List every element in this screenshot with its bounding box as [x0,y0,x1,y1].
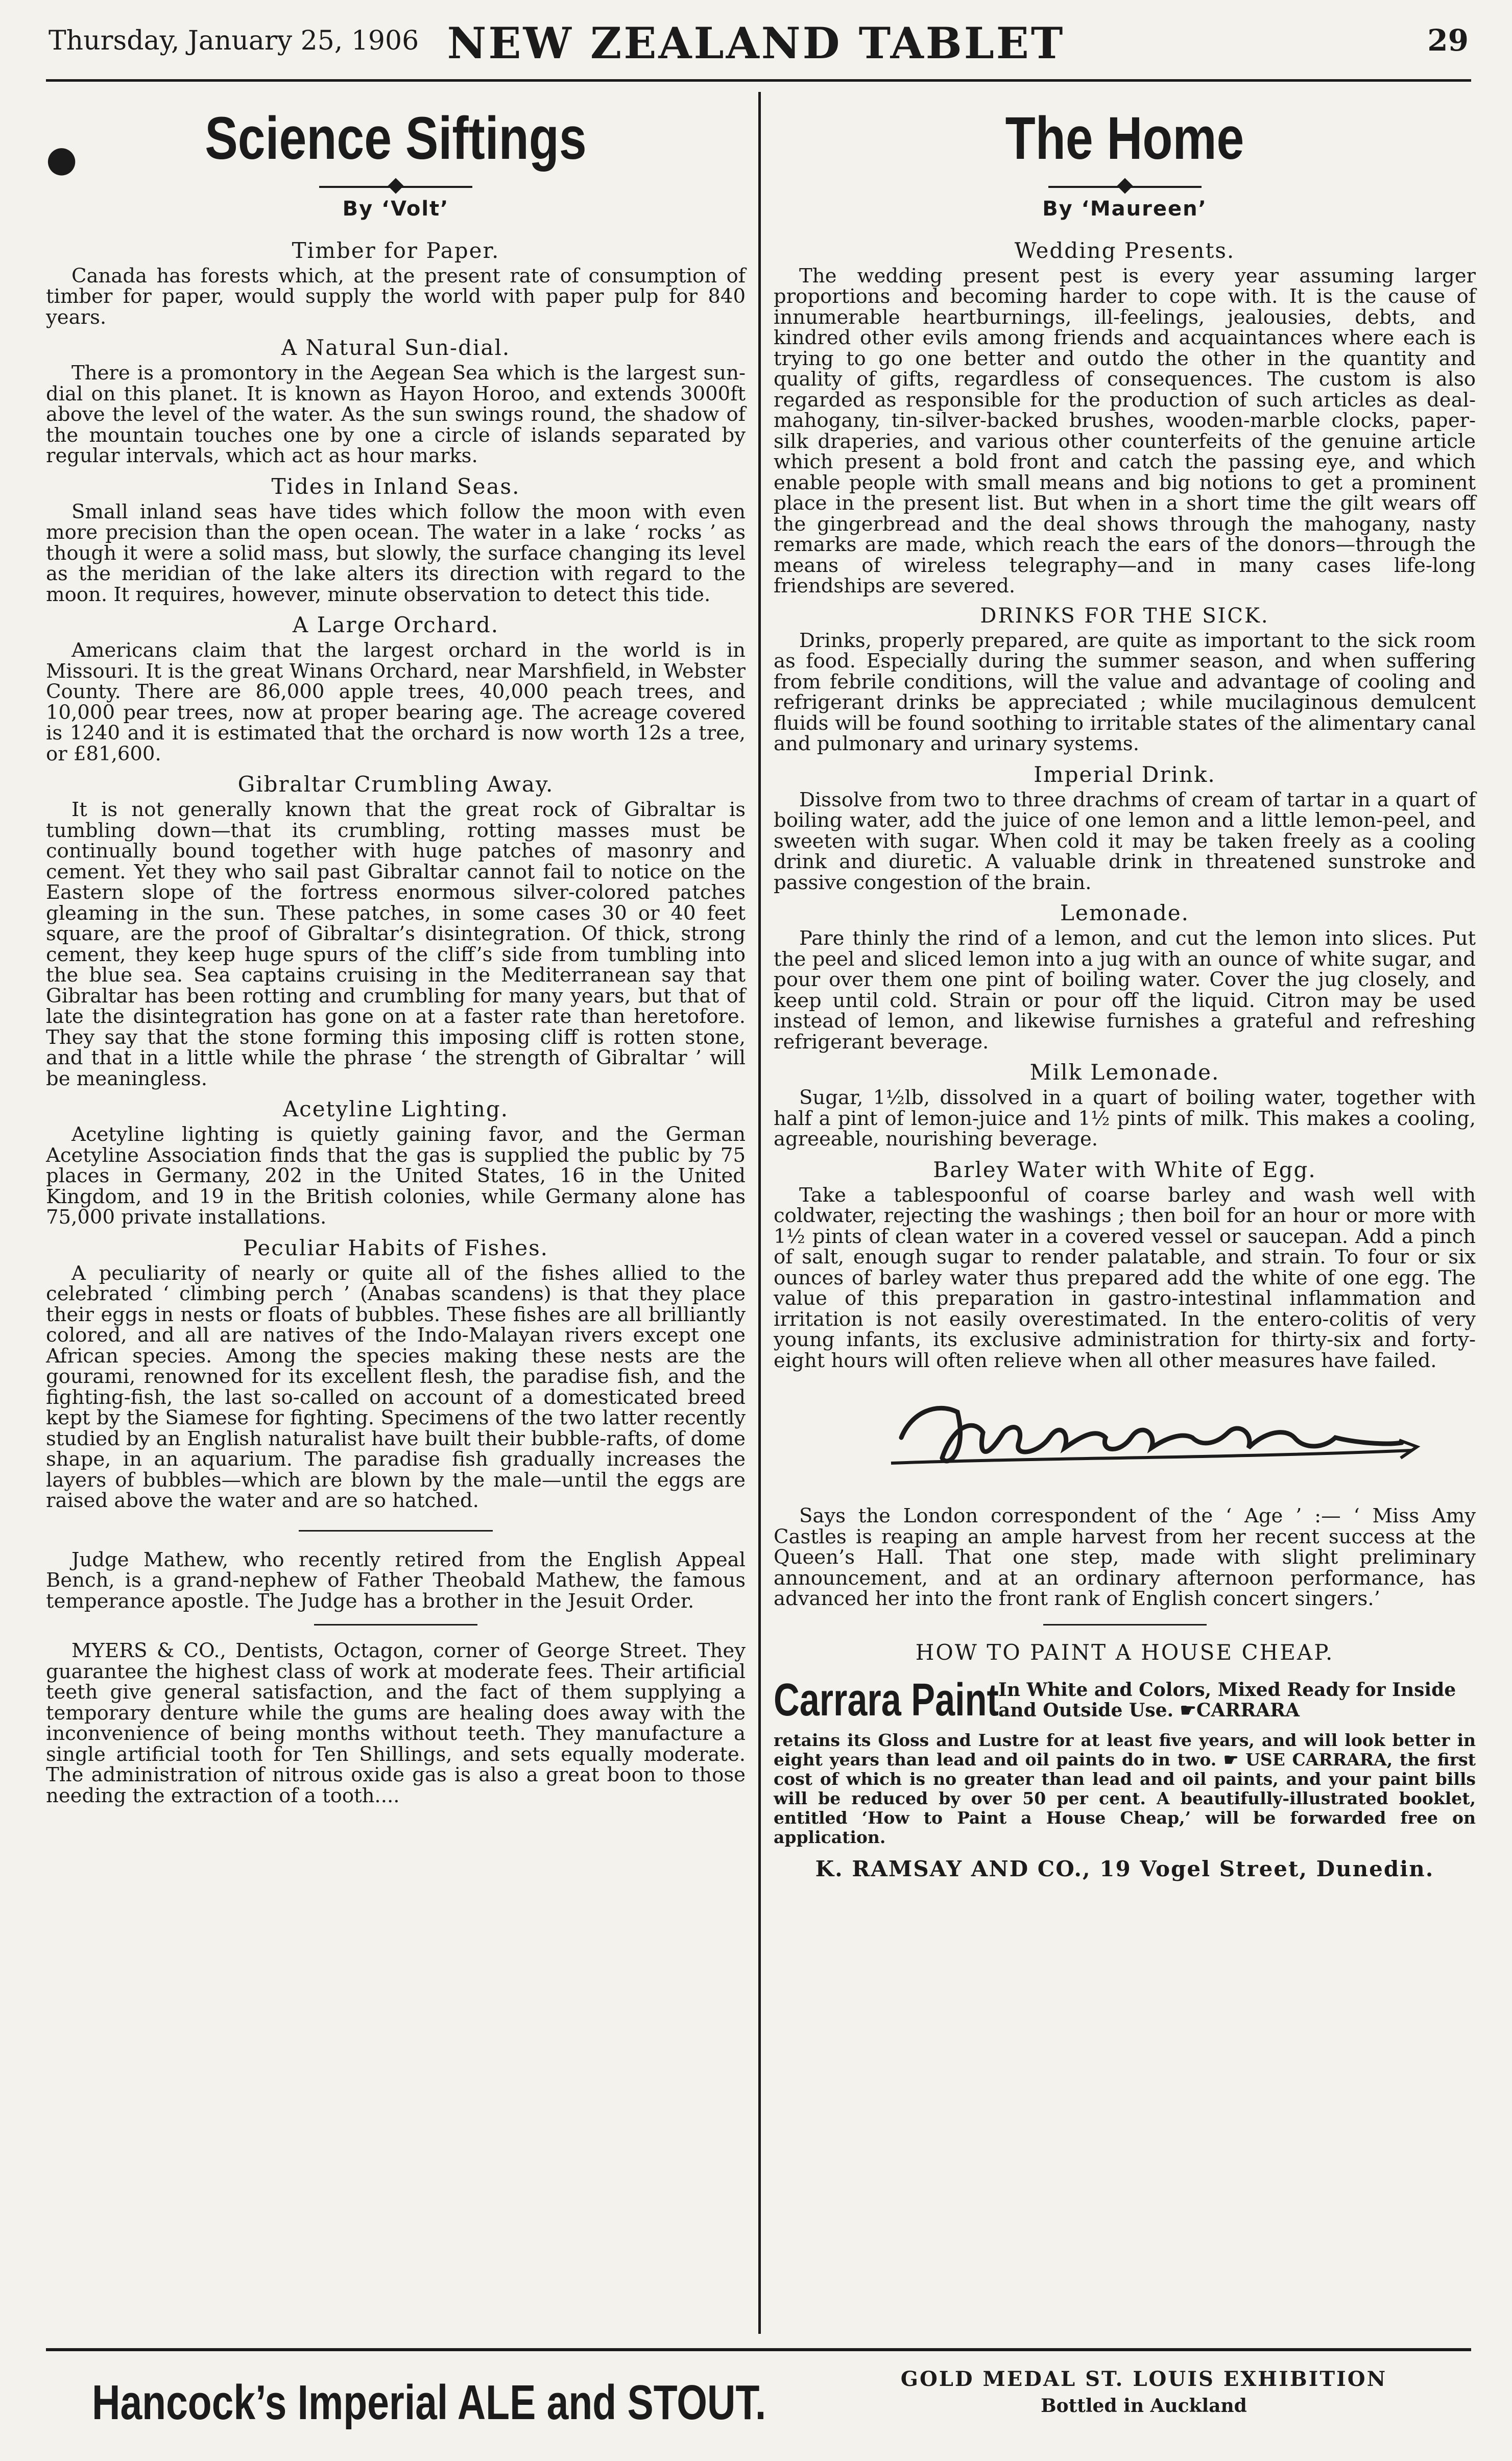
article-paragraph: Canada has forests which, at the present rate of consumption of timber for paper, would supply the world with paper pulp for 840 years. [46,264,746,329]
article-heading: Tides in Inland Seas. [271,473,520,499]
header-date: Thursday, January 25, 1906 [49,26,419,56]
section-title-science: Science Siftings [205,105,587,172]
judge-paragraph: Judge Mathew, who recently retired from the English Appeal Bench, is a grand-nephew of Father Theobald Mathew, the famous temperance apostle. The Judge has a brother in the Jesuit Order. [46,1548,746,1613]
article-heading: Lemonade. [1060,900,1190,926]
byline-maureen: By ‘Maureen’ [1042,197,1207,221]
diamond-icon [388,178,403,194]
article-paragraph: There is a promontory in the Aegean Sea which is the largest sun-dial on this planet. It is known as Hayon Horoo, and extends 3000ft above the level of the water. As the sun swings round, the shadow of the mountain touches one by one a circle of islands separated by regular intervals, which act as hour marks. [46,362,746,468]
page-number: 29 [1427,23,1469,58]
masthead-title: NEW ZEALAND TABLET [447,18,1065,68]
gold-medal-line: GOLD MEDAL ST. LOUIS EXHIBITION [900,2367,1387,2391]
article-paragraph: Americans claim that the largest orchard in the world is in Missouri. It is the great Winans Orchard, near Marshfield, in Webster County. There are 86,000 apple trees, 40,000 peach trees, and 10,000 pear trees, now at proper bearing age. The acreage covered is 1240 and it is estimated that the orchard is now worth 12s a tree, or £81,600. [46,639,746,766]
article-paragraph: Pare thinly the rind of a lemon, and cut the lemon into slices. Put the peel and sliced lemon into a jug with an ounce of white sugar, and pour over them one pint of boiling water. Cover the jug closely, and keep until cold. Strain or pour off the liquid. Citron may be used instead of lemon, and likewise furnishes a grateful and refreshing refrigerant beverage. [774,927,1476,1054]
carrara-paint-advertisement [774,1640,1476,1881]
article-paragraph: The wedding present pest is every year assuming larger proportions and becoming harder to cope with. It is the cause of innumerable heartburnings, ill-feelings, jealousies, debts, and kindred other evils among friends and acquaintances where each is trying to go one better and outdo the other in the quantity and quality of gifts, regardless of consequences. The custom is also regarded as responsible for the production of such articles as deal-mahogany, tin-silver-backed brushes, wooden-marble clocks, paper-silk draperies, and various other counterfeits of the genuine article which present a bold front and catch the passing eye, and which enable people with small means and big notions to get a prominent place in the present list. But when in a short time the gilt wears off the gingerbread and the deal shows through the mahogany, nasty remarks are made, which reach the ears of the donors—through the means of wireless telegraphy—and in many cases life-long friendships are severed. [774,264,1476,598]
article-heading: Wedding Presents. [1014,237,1235,263]
article-paragraph: Dissolve from two to three drachms of cream of tartar in a quart of boiling water, add the juice of one lemon and a little lemon-peel, and sweeten with sugar. When cold it may be taken freely as a cooling drink and diuretic. A valuable drink in threatened sunstroke and passive congestion of the brain. [774,788,1476,894]
article-heading: Milk Lemonade. [1029,1060,1220,1085]
article-heading: DRINKS FOR THE SICK. [980,604,1269,628]
column-divider [758,92,761,2334]
article-heading: Barley Water with White of Egg. [933,1157,1316,1182]
article-paragraph: A peculiarity of nearly or quite all of the fishes allied to the celebrated ‘ climbing perch ’ (Anabas scandens) is that they place their eggs in nests or floats of bubbles. These fishes are all brilliantly colored, and all are natives of the Indo-Malayan rivers except one African species. Among the species making these nests are the gourami, renowned for its excellent flesh, the paradise fish, and the fighting-fish, the last so-called on account of a domesticated breed kept by the Siamese for fighting. Specimens of the two latter recently studied by an English naturalist have built their bubble-rafts, of dome shape, in an aquarium. The paradise fish gradually increases the layers of bubbles—which are blown by the male—until the eggs are raised above the water and are so hatched. [46,1261,746,1513]
ornament-rule [319,186,472,188]
divider-rule [1043,1624,1207,1626]
article-heading: A Natural Sun-dial. [281,335,511,361]
maureen-signature [774,1381,1476,1489]
right-column [774,87,1476,1881]
divider-rule [299,1530,493,1532]
article-heading: Gibraltar Crumbling Away. [237,772,554,797]
divider-rule [314,1624,477,1626]
home-articles [774,238,1476,1372]
article-heading: A Large Orchard. [292,612,499,638]
article-paragraph: Sugar, 1½lb, dissolved in a quart of boiling water, together with half a pint of lemon-juice and 1½ pints of milk. This makes a cooling, agreeable, nourishing beverage. [774,1086,1476,1151]
ad-brand: Carrara Paint [774,1674,999,1726]
ad-title: HOW TO PAINT A HOUSE CHEAP. [915,1639,1334,1665]
article-heading: Imperial Drink. [1034,761,1216,787]
article-paragraph: Drinks, properly prepared, are quite as important to the sick room as food. Especially during the summer season, and when suffering from febrile conditions, will the value and advantage of cooling and refrigerant drinks be appreciated ; while mucilaginous demulcent fluids will be found soothing to irritable states of the alimentary canal and pulmonary and urinary systems. [774,629,1476,756]
amy-castles-paragraph: Says the London correspondent of the ‘ Age ’ :— ‘ Miss Amy Castles is reaping an ample harvest from her recent success at the Queen’s Hall. That one step, made with slight preliminary announcement, and at an ordinary afternoon performance, has advanced her into the front rank of English concert singers.’ [774,1504,1476,1611]
article-heading: Peculiar Habits of Fishes. [243,1235,549,1260]
article-paragraph: Take a tablespoonful of coarse barley and wash well with coldwater, rejecting the washings ; then boil for an hour or more with 1½ pints of clean water in a covered vessel or saucepan. Add a pinch of salt, enough sugar to render palatable, and strain. To four or six ounces of barley water thus prepared add the white of one egg. The value of this preparation in gastro-intestinal inflammation and irritation is not easily overestimated. In the entero-colitis of very young infants, its exclusive administration for thirty-six and forty-eight hours will often relieve when all other measures have failed. [774,1183,1476,1372]
article-heading: Acetyline Lighting. [282,1096,509,1122]
article-heading: Timber for Paper. [292,237,500,263]
section-title-home: The Home [1005,105,1244,172]
ad-subtitle: In White and Colors, Mixed Ready for Inside and Outside Use. ☛CARRARA [998,1679,1456,1722]
header-rule [46,79,1471,82]
article-paragraph: Acetyline lighting is quietly gaining favor, and the German Acetyline Association finds that the gas is supplied the public by 75 places in Germany, 202 in the United States, 16 in the United Kingdom, and 19 in the British colonies, while Germany alone has 75,000 private installations. [46,1123,746,1229]
ad-footer: K. RAMSAY AND CO., 19 Vogel Street, Dunedin. [815,1856,1434,1881]
page-header [0,0,1512,82]
article-paragraph: Small inland seas have tides which follow the moon with even more precision than the open ocean. The water in a lake ‘ rocks ’ as though it were a solid mass, but slowly, the surface changing its level as the meridian of the lake alters its direction with regard to the moon. It requires, however, minute observation to detect this tide. [46,500,746,606]
gold-medal-advertisement [889,2367,1399,2417]
hancocks-ale-advertisement: Hancock’s Imperial ALE and STOUT. [92,2375,766,2430]
byline-volt: By ‘Volt’ [342,197,449,221]
left-column [46,87,746,1806]
ad-body: retains its Gloss and Lustre for at least five years, and will look better in eight years than lead and oil paints do in two. ☛ USE CARRARA, the first cost of which is no greater than lead and oil paints, and your paint bills will be reduced by over 50 per cent. A beautifully-illustrated booklet, entitled ‘How to Paint a House Cheap,’ will be forwarded free on application. [774,1730,1476,1847]
bullet-icon: ● [46,138,78,180]
myers-advertisement: MYERS & CO., Dentists, Octagon, corner of George Street. They guarantee the highest class of work at moderate fees. Their artificial teeth give general satisfaction, and the fact of them supplying a temporary denture while the gums are healing does away with the inconvenience of being months without teeth. They manufacture a single artificial tooth for Ten Shillings, and sets equally moderate. The administration of nitrous oxide gas is also a great boon to those needing the extraction of a tooth.... [46,1639,746,1807]
footer-rule [46,2348,1471,2351]
science-articles [46,238,746,1512]
bottled-line: Bottled in Auckland [1041,2395,1247,2417]
diamond-icon [1117,178,1133,194]
article-paragraph: It is not generally known that the great rock of Gibraltar is tumbling down—that its crumbling, rotting masses must be continually bound together with huge patches of masonry and cement. Yet they who sail past Gibraltar cannot fail to notice on the Eastern slope of the fortress enormous silver-colored patches gleaming in the sun. These patches, in some cases 30 or 40 feet square, are the proof of Gibraltar’s disintegration. Of thick, strong cement, they keep huge spurs of the cliff’s side from tumbling into the blue sea. Sea captains cruising in the Mediterranean say that Gibraltar has been rotting and crumbling for many years, but that of late the disintegration has gone on at a faster rate than heretofore. They say that the stone forming this imposing cliff is rotten stone, and that in a little while the phrase ‘ the strength of Gibraltar ’ will be meaningless. [46,798,746,1090]
ornament-rule [1048,186,1202,188]
